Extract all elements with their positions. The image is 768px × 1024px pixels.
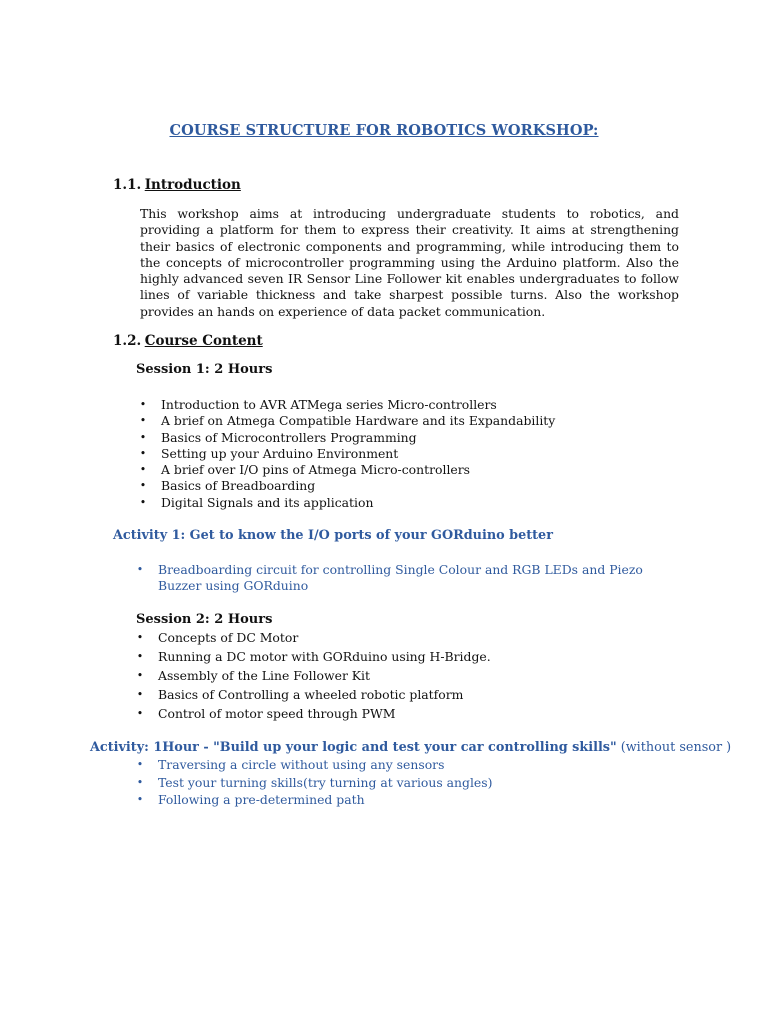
list-item: • Following a pre-determined path [158,792,492,810]
activity-2-list [136,757,493,810]
section-heading-introduction [113,177,241,193]
section-heading-course-content [113,333,263,349]
bullet-icon: • [136,775,144,789]
section-number: 1.2. [113,333,142,349]
list-item: • Basics of Microcontrollers Programming [161,430,555,446]
list-item: • Basics of Breadboarding [161,478,555,494]
activity-1-list [136,562,658,594]
bullet-icon: • [136,563,144,576]
list-item: • A brief over I/O pins of Atmega Micro-controllers [161,462,555,478]
session-1-label: Session 1: 2 Hours [136,362,273,377]
bullet-icon: • [139,398,147,411]
bullet-icon: • [136,650,144,663]
bullet-icon: • [139,479,147,493]
bullet-icon: • [136,688,144,701]
bullet-icon: • [139,414,147,428]
section-title: Course Content [144,333,263,349]
bullet-icon: • [139,495,147,509]
activity-1-label: Activity 1: Get to know the I/O ports of your GORduino better [113,528,553,543]
bullet-icon: • [136,669,144,682]
bullet-icon: • [136,707,144,720]
bullet-icon: • [139,430,147,444]
list-item: • Setting up your Arduino Environment [161,446,555,462]
bullet-icon: • [139,446,147,460]
section-number: 1.1. [113,177,142,193]
list-item: • Traversing a circle without using any sensors [158,757,492,775]
activity-2-title: Activity: 1Hour - "Build up your logic and test your car controlling skills" [90,740,617,755]
bullet-icon: • [136,758,144,771]
session-2-label: Session 2: 2 Hours [136,612,273,627]
list-item: • A brief on Atmega Compatible Hardware and its Expandability [161,413,555,429]
list-item: • Introduction to AVR ATMega series Micro-controllers [161,397,555,413]
list-item: • Running a DC motor with GORduino using H-Bridge. [158,649,491,668]
session-1-list [139,397,556,511]
list-item: • Control of motor speed through PWM [158,706,491,725]
list-item: • Digital Signals and its application [161,495,555,511]
introduction-paragraph: This workshop aims at introducing undergraduate students to robotics, and providing a platform for them to express their creativity. It aims at strengthening their basics of electronic components and programming, while introducing them to the concepts of microcontroller programming using the Arduino platform. Also the highly advanced seven IR Sensor Line Follower kit enables undergraduates to follow lines of variable thickness and take sharpest possible turns. Also the workshop provides an hands on experience of data packet communication. [140,206,679,319]
bullet-icon: • [136,793,144,806]
session-2-list [136,630,491,725]
activity-2-label [90,740,731,755]
document-title: COURSE STRUCTURE FOR ROBOTICS WORKSHOP: [169,122,599,139]
activity-2-note: (without sensor ) [616,740,732,755]
list-item: • Assembly of the Line Follower Kit [158,668,491,687]
section-title: Introduction [144,177,241,193]
bullet-icon: • [139,463,147,477]
list-item: • Basics of Controlling a wheeled robotic platform [158,687,491,706]
bullet-icon: • [136,631,144,644]
list-item: • Test your turning skills(try turning at various angles) [158,775,492,793]
list-item: • Breadboarding circuit for controlling Single Colour and RGB LEDs and Piezo Buzzer using GORduino [158,562,658,594]
list-item: • Concepts of DC Motor [158,630,491,649]
